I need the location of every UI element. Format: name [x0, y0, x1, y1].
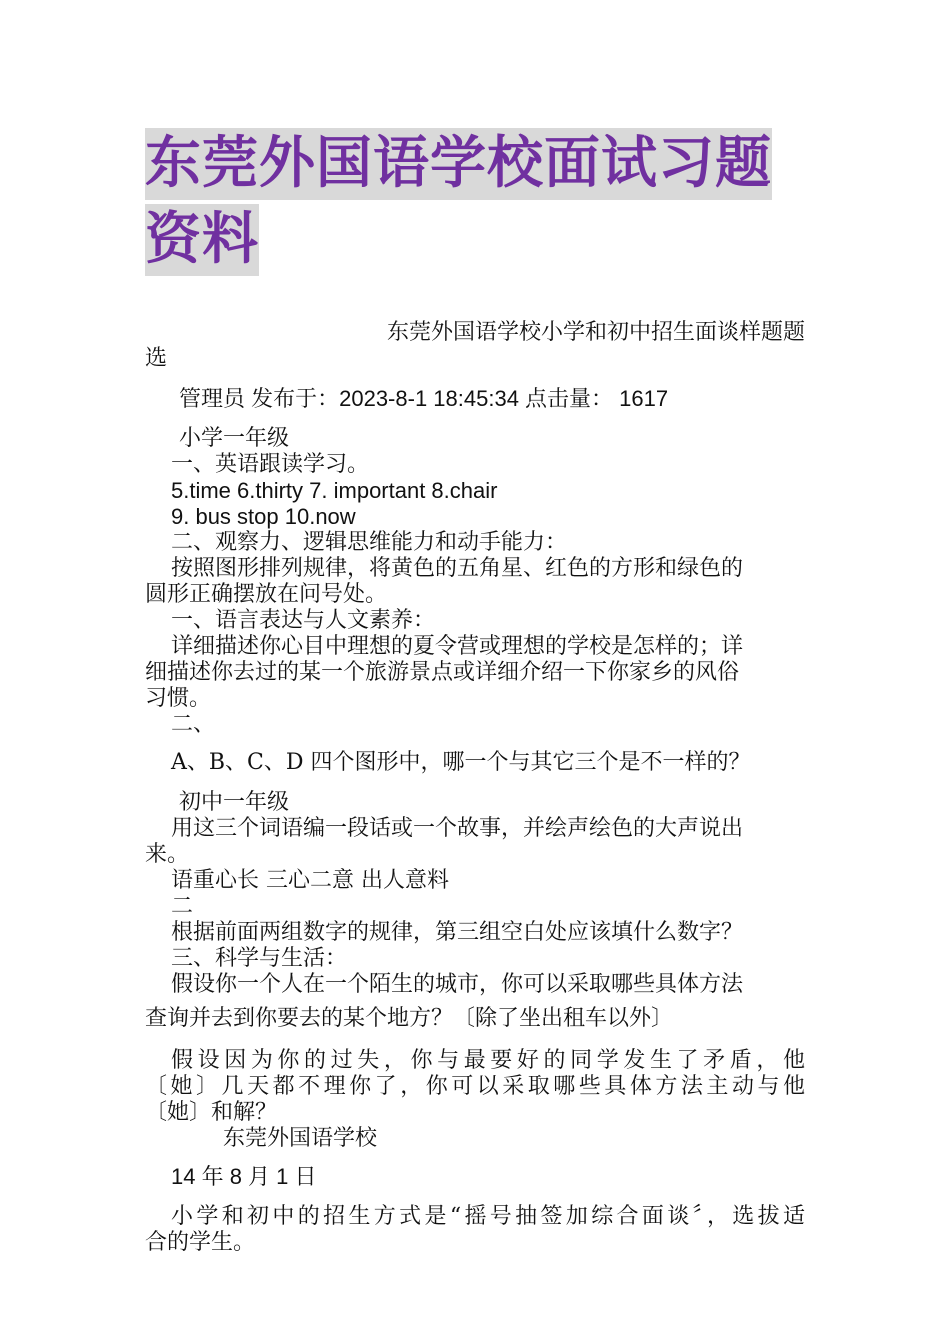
- section-heading-grade7: 初中一年级: [179, 790, 290, 815]
- title-line-2: 资料: [145, 204, 259, 276]
- section-heading-grade1: 小学一年级: [179, 426, 290, 451]
- g1-item2-text-a: 按照图形排列规律，将黄色的五角星、红色的方形和绿色的: [171, 556, 744, 581]
- document-body: [145, 320, 805, 1256]
- closing-text-a: 小学和初中的招生方式是“摇号抽签加综合面谈〞，选拔适: [171, 1204, 805, 1229]
- g1-item3-text-c: 习惯。: [145, 686, 212, 711]
- g7-item4-text-b: 〔她〕几天都不理你了，你可以采取哪些具体方法主动与他: [145, 1074, 805, 1099]
- g7-item1-text-a: 用这三个词语编一段话或一个故事，并绘声绘色的大声说出: [171, 816, 744, 841]
- g7-item2-heading: 二: [171, 894, 194, 919]
- signature-date: 14 年 8 月 1 日: [171, 1164, 317, 1189]
- title-line-1: 东莞外国语学校面试习题: [145, 128, 772, 200]
- g7-word-list: 语重心长 三心二意 出人意料: [171, 868, 449, 893]
- g7-item4-text-a: 假设因为你的过失，你与最要好的同学发生了矛盾，他: [171, 1048, 805, 1073]
- g7-item1-text-b: 来。: [145, 842, 190, 867]
- g1-item1-heading: 一、英语跟读学习。: [171, 452, 370, 477]
- g7-item3-text-b: 查询并去到你要去的某个地方？〔除了坐出租车以外〕: [145, 1006, 674, 1031]
- g1-item4-heading: 二、: [171, 712, 216, 737]
- g1-item4-text: A、B、C、D 四个图形中，哪一个与其它三个是不一样的？: [171, 750, 751, 775]
- g7-item2-text: 根据前面两组数字的规律，第三组空白处应该填什么数字？: [171, 920, 744, 945]
- g1-word-list-b: 9. bus stop 10.now: [171, 504, 356, 529]
- g7-item4-text-c: 〔她〕和解？: [145, 1100, 278, 1125]
- article-subtitle-cont: 选: [145, 346, 168, 371]
- g1-word-list-a: 5.time 6.thirty 7. important 8.chair: [171, 478, 498, 503]
- g1-item2-text-b: 圆形正确摆放在问号处。: [145, 582, 388, 607]
- document-title: [145, 128, 810, 280]
- article-meta: 管理员 发布于：2023-8-1 18:45:34 点击量： 1617: [179, 386, 669, 411]
- g1-item2-heading: 二、观察力、逻辑思维能力和动手能力：: [171, 530, 568, 555]
- g7-item3-text-a: 假设你一个人在一个陌生的城市，你可以采取哪些具体方法: [171, 972, 744, 997]
- g1-item3-text-a: 详细描述你心目中理想的夏令营或理想的学校是怎样的；详: [171, 634, 744, 659]
- school-signature: 东莞外国语学校: [223, 1126, 378, 1151]
- g1-item3-heading: 一、语言表达与人文素养：: [171, 608, 436, 633]
- g1-item3-text-b: 细描述你去过的某一个旅游景点或详细介绍一下你家乡的风俗: [145, 660, 740, 685]
- closing-text-b: 合的学生。: [145, 1230, 256, 1255]
- article-subtitle: 东莞外国语学校小学和初中招生面谈样题题: [386, 320, 805, 345]
- g7-item3-heading: 三、科学与生活：: [171, 946, 348, 971]
